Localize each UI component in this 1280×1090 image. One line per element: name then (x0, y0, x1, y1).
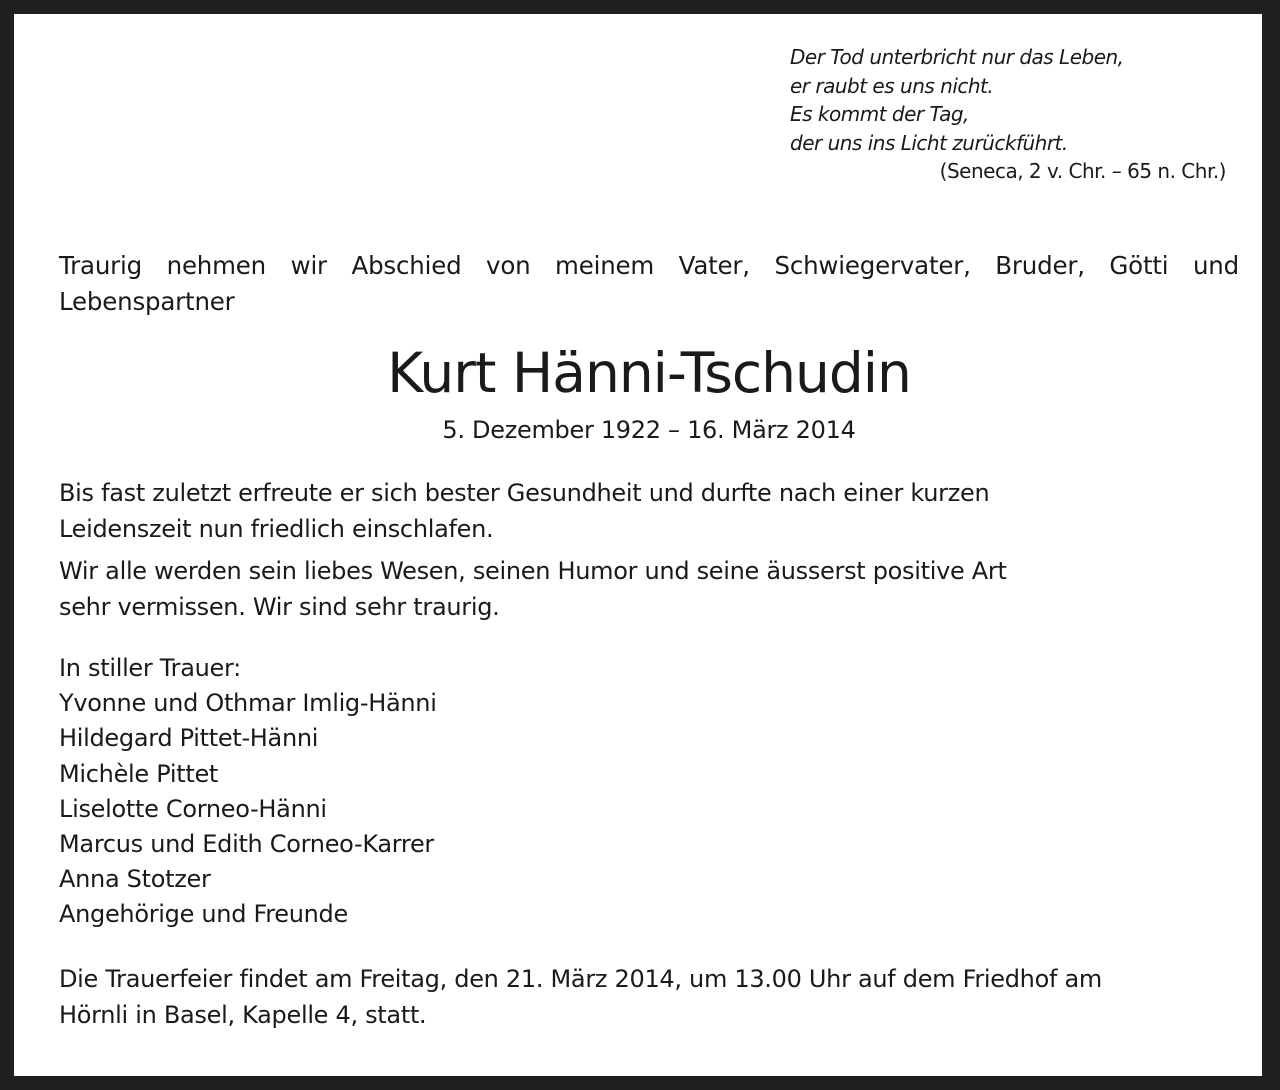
paragraph-line: sehr vermissen. Wir sind sehr traurig. (59, 593, 500, 621)
quote-line: er raubt es uns nicht. (790, 73, 994, 98)
mourner-name: Marcus und Edith Corneo-Karrer (59, 830, 434, 859)
paragraph-line: Bis fast zuletzt erfreute er sich bester Gesundheit und durfte nach einer kurzen (59, 479, 990, 507)
intro-text: Traurig nehmen wir Abschied von meinem Vater, Schwiegervater, Bruder, Götti und Lebenspartner (59, 251, 1239, 316)
mourners-list (59, 651, 759, 933)
mourner-name: Yvonne und Othmar Imlig-Hänni (59, 689, 437, 718)
ceremony-info (59, 961, 1239, 1033)
mourner-name: Michèle Pittet (59, 759, 219, 788)
quote-source: (Seneca, 2 v. Chr. – 65 n. Chr.) (939, 159, 1226, 183)
mourner-name: Anna Stotzer (59, 865, 211, 894)
quote-line: der uns ins Licht zurückführt. (790, 130, 1068, 155)
deceased-name: Kurt Hänni-Tschudin (387, 341, 911, 405)
quote-line: Der Tod unterbricht nur das Leben, (790, 45, 1124, 69)
paragraph-line: Leidenszeit nun friedlich einschlafen. (59, 515, 494, 543)
quote-line: Es kommt der Tag, (790, 102, 969, 126)
paragraph-remembrance (59, 553, 1239, 625)
life-dates: 5. Dezember 1922 – 16. März 2014 (442, 416, 856, 444)
paragraph-health (59, 475, 1239, 547)
mourning-heading: In stiller Trauer: (59, 654, 241, 682)
ceremony-line: Die Trauerfeier findet am Freitag, den 21. März 2014, um 13.00 Uhr auf dem Friedhof am (59, 965, 1102, 993)
epigraph-quote (790, 43, 1240, 186)
mourner-name: Hildegard Pittet-Hänni (59, 724, 319, 753)
paragraph-line: Wir alle werden sein liebes Wesen, seinen Humor und seine äusserst positive Art (59, 557, 1007, 585)
mourner-name: Liselotte Corneo-Hänni (59, 794, 327, 823)
mourner-name: Angehörige und Freunde (59, 900, 348, 929)
ceremony-line: Hörnli in Basel, Kapelle 4, statt. (59, 1001, 427, 1029)
